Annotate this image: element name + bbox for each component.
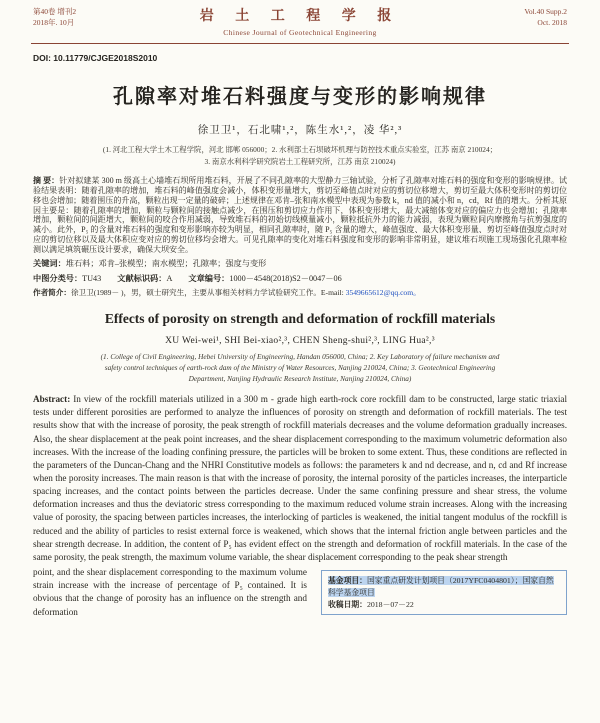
article-id-segment xyxy=(188,274,341,283)
date-en: Oct. 2018 xyxy=(537,17,567,27)
funding-text: 国家重点研发计划项目（2017YFC0404801）；国家自然科学基金项目 xyxy=(328,576,554,598)
article-id-value: 1000－4548(2018)S2－0047－06 xyxy=(229,273,342,283)
funding-label: 基金项目： xyxy=(328,576,367,586)
keywords-line xyxy=(33,258,567,269)
article-title-en: Effects of porosity on strength and deformation of rockfill materials xyxy=(104,311,496,327)
abstract-en xyxy=(33,393,567,564)
abstract-cn xyxy=(33,176,567,255)
funding-highlight xyxy=(328,576,554,597)
clc-segment xyxy=(33,274,101,283)
affiliation-cn-line1: (1. 河北工程大学土木工程学院，河北 邯郸 056000；2. 水利部土石坝破坏机理与防控技术重点实验室，江苏 南京 210024； xyxy=(102,145,498,155)
abstract-cn-text: 针对拟建某 300 m 级高土心墙堆石坝所用堆石料，开展了不同孔隙率的大型静力三轴试验，分析了孔隙率对堆石料的强度和变形的影响规律。试验结果表明：随着孔隙率的增加，堆石料的峰值强度会减小，体积变形量增大，剪切至峰值点时对应的剪切位移增大，剪切至最大体积变形时的剪切位移也会增加；随着围压的升高，颗粒出现一定量的破碎；上述规律在邓肯–张和南水模型中表现为参数 k，nd 值的减小和 n，cd，Rf 值的增大。分析其原因主要是：随着孔隙率的增加，颗粒与颗粒间的接触点减少，在围压和剪切应力作用下，体积变形增大，最大减缩体变对应的偏应力也会增加；孔隙率增加，颗粒间的间距增大，颗粒间的咬合作用减弱，导致堆石料的初始切线模量减小，颗粒抵抗外力的能力减弱，表现为颗粒间内摩擦角与抗剪强度的减小。此外，P₅ 的含量对堆石料的强度和变形影响亦较为明显，相同孔隙率时，随 P₅ 含量的增大，峰值强度、最大体积变形量、剪切至峰值强度点时对应的剪切位移以及最大体积应变对应的剪切位移均会增大。可见孔隙率的变化对堆石料强度和变形的影响非常明显，建议堆石坝施工现场强化孔隙率检测以满足填筑碾压设计要求，确保大坝安全。 xyxy=(33,176,568,254)
abstract-cn-label: 摘 要： xyxy=(33,176,60,186)
author-bio-line xyxy=(33,287,567,298)
bio-text: 徐卫卫(1989－ )，男，硕士研究生，主要从事相关材料力学试验研究工作。 xyxy=(70,288,321,298)
article-id-label: 文章编号： xyxy=(188,273,230,283)
header-right xyxy=(457,7,567,29)
header-center xyxy=(143,7,457,39)
affiliations-cn xyxy=(33,144,567,167)
clc-value: TU43 xyxy=(82,273,102,283)
keywords-label: 关键词： xyxy=(33,259,66,269)
doc-code-segment xyxy=(117,274,172,283)
email-label: E-mail: xyxy=(320,288,346,298)
date-cn: 2018年. 10月 xyxy=(33,17,75,27)
header-rule xyxy=(31,43,569,44)
affiliation-en-line2: safety control techniques of earth-rock dam of the Ministry of Water Resources, Nanjing 210024, China; 3. Geotechnical Engineering xyxy=(104,363,496,373)
affiliation-en-line3: Department, Nanjing Hydraulic Research Institute, Nanjing 210024, China) xyxy=(188,374,412,384)
footnote-box xyxy=(321,570,567,615)
abstract-en-label: Abstract: xyxy=(33,394,71,405)
classification-line xyxy=(33,273,567,284)
abstract-en-text: In view of the rockfill materials utilized in a 300 m - grade high earth-rock core rockfill dam to be constructed, large static triaxial tests under different porosities are performed to analyze the influences of porosity on strength and deformation of rockfill materials. The test results show that with the increase of porosity, the peak strength of rockfill materials decreases and the volume deformation gradually increases. Also, the shear displacement at the peak point increases, and the shear displacement corresponding to the maximum volumetric deformation also increases. With the increase of the loading confining pressure, the particles will be broken to some extent. Thus, these conditions are reflected in the parameters of the Duncan-Chang and the NHRI Constitutive models as follows: the parameters k and nd decrease, and n, cd and Rf increase when the porosity increases. The main reason is that with the increase of porosity, the internal porosity of the particles increases, the interparticle spacing increases, and the contact points between the particles decrease. Under the same confining pressure and shear stress, the volume deformation increases and thus the deviatoric stress corresponding to the maximum reduced volume strain increases. Along with the increasing value of porosity, the spacing between particles increases, the interlocking of particles is weakened, the initial tangent modulus of the rockfill is reduced and the ability of particles to resist external force is weakened, which shows that the internal friction angle between particles and the shear strength decrease. In addition, the content of P₅ has evident effect on the strength and deformation of rockfill materials. In the case of the same porosity, the peak strength, the maximum volume variable, the shear displacement corresponding to the peak shear strength xyxy=(33,394,568,562)
affiliations-en xyxy=(33,352,567,385)
affiliation-cn-line2: 3. 南京水利科学研究院岩土工程研究所，江苏 南京 210024) xyxy=(204,156,396,166)
journal-header xyxy=(33,7,567,42)
received-date: 2018－07－22 xyxy=(366,600,414,610)
keywords-text: 堆石料；邓肯–张模型；南水模型；孔隙率；强度与变形 xyxy=(65,259,267,269)
volume-issue-cn: 第40卷 增刊2 xyxy=(33,7,77,16)
article-title-cn: 孔隙率对堆石料强度与变形的影响规律 xyxy=(113,86,487,109)
author-email-link[interactable]: 3549665612@qq.com。 xyxy=(345,288,421,298)
volume-issue-en: Vol.40 Supp.2 xyxy=(524,7,567,16)
doc-code-label: 文献标识码： xyxy=(117,273,167,283)
bio-label: 作者简介： xyxy=(33,288,71,298)
bottom-row xyxy=(33,566,567,619)
doc-code-value: A xyxy=(166,273,173,283)
authors-en: XU Wei-wei¹, SHI Bei-xiao²,³, CHEN Sheng-shui²,³, LING Hua²,³ xyxy=(165,336,435,347)
journal-title-en: Chinese Journal of Geotechnical Engineering xyxy=(223,28,377,38)
abstract-en-continuation: point, and the shear displacement corresponding to the maximum volume strain increase with the increase of percentage of P₅ contained. It is obvious that the change of porosity has an influence on the strength and deformation xyxy=(33,567,307,617)
funding-line xyxy=(328,575,560,599)
received-line xyxy=(328,599,560,611)
doi-line: DOI: 10.11779/CJGE2018S2010 xyxy=(33,53,158,64)
authors-cn: 徐卫卫¹，石北啸¹,²，陈生水¹,²，凌 华²,³ xyxy=(197,125,403,137)
journal-title-cn: 岩 土 工 程 学 报 xyxy=(199,9,401,24)
header-left xyxy=(33,7,143,29)
received-label: 收稿日期： xyxy=(328,600,367,610)
clc-label: 中图分类号： xyxy=(33,273,83,283)
affiliation-en-line1: (1. College of Civil Engineering, Hebei University of Engineering, Handan 056000, China; 2. Key Laboratory of failure mechanism and xyxy=(100,352,500,362)
